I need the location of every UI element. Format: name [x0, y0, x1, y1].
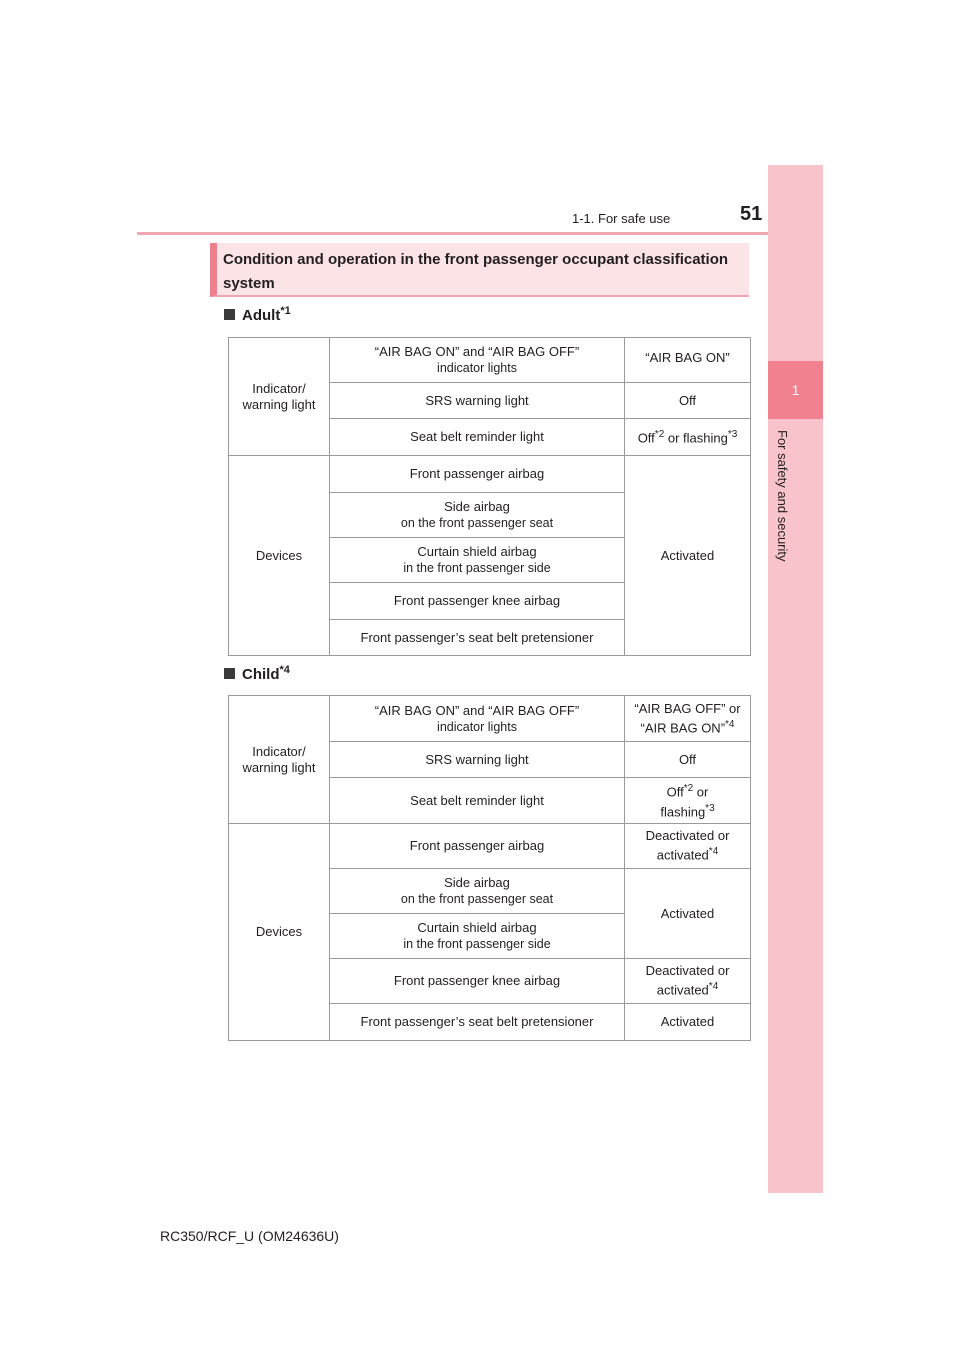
adult-heading-note: *1 [280, 305, 291, 317]
seatbelt-value [625, 778, 751, 824]
front-airbag-value-line1: Deactivated or [645, 828, 730, 844]
table-row [229, 456, 751, 493]
side-airbag-line2: on the front passenger seat [400, 892, 554, 906]
seatbelt-value [625, 419, 751, 456]
devices-value: Activated [625, 456, 751, 656]
note-2: *2 [654, 429, 665, 441]
curtain-airbag-label [330, 914, 625, 959]
note-2: *2 [683, 783, 694, 795]
airbag-lights-label-line1: “AIR BAG ON” and “AIR BAG OFF” [374, 344, 580, 359]
seatbelt-flashing: flashing [660, 803, 706, 819]
child-heading [224, 664, 290, 683]
front-airbag-value [625, 824, 751, 869]
table-row [229, 338, 751, 383]
airbag-lights-label [330, 338, 625, 383]
adult-table [228, 337, 751, 656]
airbag-lights-value-line2: “AIR BAG ON” [640, 720, 726, 736]
airbag-lights-label [330, 696, 625, 742]
square-bullet-icon [224, 309, 235, 320]
knee-value-line2: activated [656, 982, 709, 998]
airbag-lights-value [625, 696, 751, 742]
knee-airbag-label: Front passenger knee airbag [330, 959, 625, 1004]
condition-title: Condition and operation in the front passenger occupant classification system [210, 243, 749, 297]
devices-group-cell: Devices [229, 456, 330, 656]
front-airbag-value-line2: activated [656, 847, 709, 863]
note-4: *4 [725, 718, 735, 730]
chapter-number: 1 [768, 361, 823, 419]
curtain-airbag-line1: Curtain shield airbag [417, 920, 537, 935]
adult-heading-text: Adult [242, 307, 281, 324]
curtain-airbag-line2: in the front passenger side [403, 561, 551, 575]
note-3: *3 [727, 429, 738, 441]
note-4: *4 [708, 846, 719, 858]
side-curtain-value: Activated [625, 869, 751, 959]
side-airbag-line1: Side airbag [444, 875, 510, 890]
pretensioner-label: Front passenger’s seat belt pretensioner [330, 620, 625, 656]
indicator-group-cell [229, 338, 330, 456]
airbag-lights-label-line2: indicator lights [437, 719, 517, 734]
knee-value-line1: Deactivated or [645, 963, 730, 979]
srs-label: SRS warning light [330, 742, 625, 778]
srs-value: Off [625, 383, 751, 419]
table-row [229, 824, 751, 869]
side-airbag-line2: on the front passenger seat [400, 516, 554, 530]
front-airbag-label: Front passenger airbag [330, 456, 625, 493]
child-heading-text: Child [242, 666, 280, 683]
pretensioner-value: Activated [625, 1004, 751, 1041]
airbag-lights-value: “AIR BAG ON” [625, 338, 751, 383]
srs-value: Off [625, 742, 751, 778]
srs-label: SRS warning light [330, 383, 625, 419]
page-number: 51 [740, 203, 763, 225]
airbag-lights-value-line1: “AIR BAG OFF” or [634, 700, 741, 716]
seatbelt-or: or [693, 784, 709, 800]
seatbelt-label: Seat belt reminder light [330, 778, 625, 824]
devices-group-cell: Devices [229, 824, 330, 1041]
curtain-airbag-label [330, 538, 625, 583]
seatbelt-off: Off [637, 430, 655, 446]
header-rule [137, 232, 823, 235]
chapter-side-tab [768, 165, 823, 1193]
child-heading-note: *4 [279, 664, 290, 676]
knee-airbag-value [625, 959, 751, 1004]
indicator-group-cell [229, 696, 330, 824]
airbag-lights-label-line2: indicator lights [437, 361, 517, 375]
square-bullet-icon [224, 668, 235, 679]
indicator-group-label: Indicator/ warning light [242, 743, 316, 775]
curtain-airbag-line1: Curtain shield airbag [417, 544, 537, 559]
note-3: *3 [705, 802, 715, 814]
child-table [228, 695, 751, 1041]
airbag-lights-label-line1: “AIR BAG ON” and “AIR BAG OFF” [374, 702, 580, 718]
side-airbag-label [330, 493, 625, 538]
side-airbag-label [330, 869, 625, 914]
footer-model-code: RC350/RCF_U (OM24636U) [160, 1228, 339, 1244]
curtain-airbag-line2: in the front passenger side [403, 937, 551, 951]
seatbelt-off: Off [666, 784, 684, 800]
knee-airbag-label: Front passenger knee airbag [330, 583, 625, 620]
side-airbag-line1: Side airbag [444, 499, 510, 514]
note-4: *4 [708, 981, 719, 993]
pretensioner-label: Front passenger’s seat belt pretensioner [330, 1004, 625, 1041]
chapter-title: For safety and security [775, 430, 790, 562]
adult-heading [224, 305, 291, 324]
section-title: 1-1. For safe use [572, 211, 671, 226]
indicator-group-label: Indicator/ warning light [242, 380, 316, 412]
table-row [229, 696, 751, 742]
seatbelt-or-flashing: or flashing [664, 430, 728, 446]
seatbelt-label: Seat belt reminder light [330, 419, 625, 456]
front-airbag-label: Front passenger airbag [330, 824, 625, 869]
